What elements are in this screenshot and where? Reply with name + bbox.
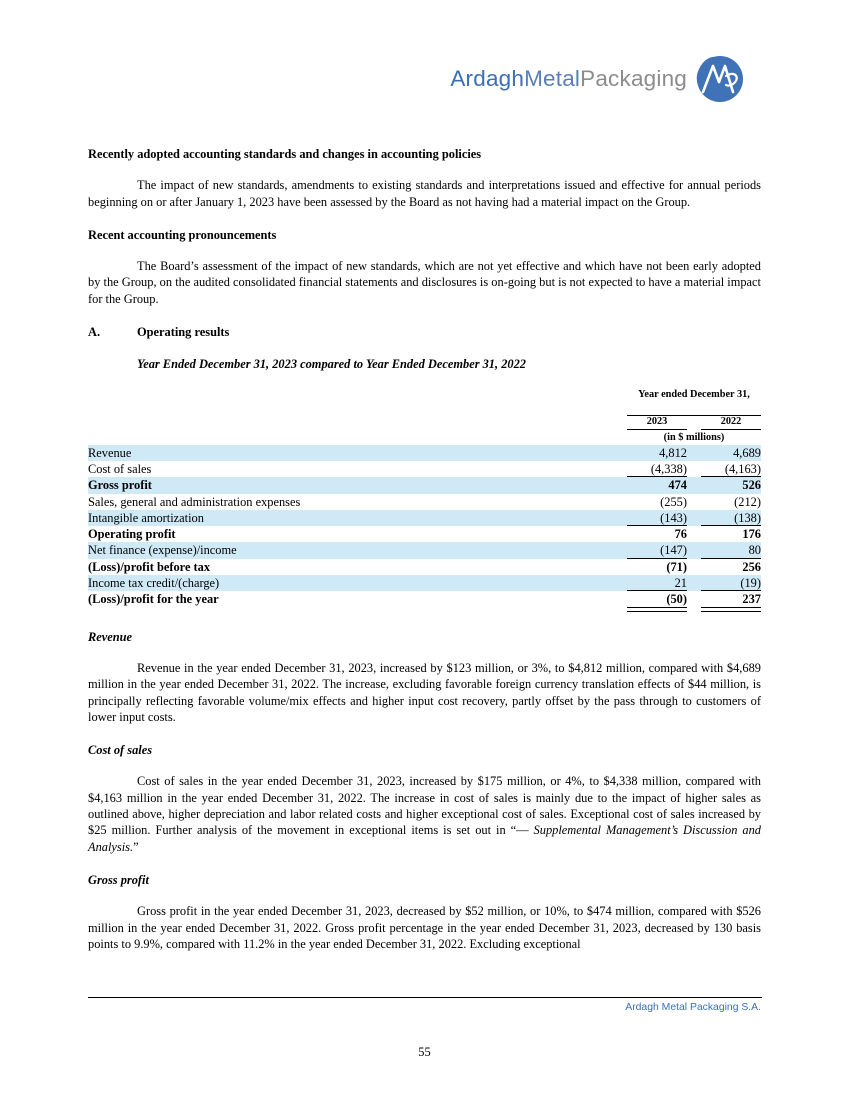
row-label: (Loss)/profit before tax — [88, 559, 211, 574]
value-2022: (212) — [734, 494, 761, 509]
row-label: Operating profit — [88, 527, 176, 542]
row-label: Net finance (expense)/income — [88, 543, 237, 558]
value-2023: (143) — [660, 510, 687, 525]
table-group-header: Year ended December 31, — [638, 388, 750, 400]
column-underline-2022 — [701, 429, 761, 430]
table-row — [88, 445, 761, 461]
total-double-rule — [627, 607, 687, 612]
section-letter: A. — [88, 325, 101, 340]
value-2023: (255) — [660, 494, 687, 509]
row-label: Cost of sales — [88, 461, 152, 476]
value-2022: 526 — [742, 478, 761, 493]
amp-monogram-icon — [693, 54, 745, 104]
value-2022: (19) — [740, 576, 761, 591]
table-row — [88, 494, 761, 510]
table-row — [88, 526, 761, 542]
row-label: Gross profit — [88, 478, 152, 493]
section-heading-pronouncements: Recent accounting pronouncements — [88, 227, 277, 242]
value-2023: 474 — [668, 478, 687, 493]
table-row — [88, 591, 761, 607]
column-header-2022: 2022 — [720, 415, 742, 427]
table-row — [88, 461, 761, 477]
row-label: (Loss)/profit for the year — [88, 592, 219, 607]
value-2023: 21 — [674, 576, 687, 591]
section-heading-accounting-standards: Recently adopted accounting standards and changes in accounting policies — [88, 147, 482, 161]
logo-word-packaging: Packaging — [580, 66, 687, 91]
value-2023: (50) — [666, 592, 687, 607]
table-row — [88, 510, 761, 526]
section-title: Operating results — [137, 325, 230, 340]
total-double-rule — [701, 607, 761, 612]
table-units: (in $ millions) — [663, 431, 725, 443]
paragraph-gross-profit: Gross profit in the year ended December 31, 2023, decreased by $52 million, or 10%, to $474 million, compared with $526 million in the year ended December 31, 2022. Gross profit percentage in the year ended December 31, 2023, decreased by 130 basis points to 9.9%, compared with 11.2% in the year ended December 31, 2022. Excluding exceptional — [88, 904, 761, 951]
cos-text: Cost of sales in the year ended December 31, 2023, increased by $175 million, or 4%, to $4,338 million, compared with $4,163 million in the year ended December 31, 2022. The increase in cost of sales is mainly due to the impact of higher sales as outlined above, higher depreciation and labor related costs and higher exceptional cost of sales. Exceptional cost of sales increased by $25 million. Further analysis of the movement in exceptional items is set out in “— — [88, 774, 761, 838]
table-row — [88, 559, 761, 575]
table-header — [88, 389, 761, 445]
paragraph-accounting-standards: The impact of new standards, amendments to existing standards and interpretations issued and effective for annual periods beginning on or after January 1, 2023 have been assessed by the Board as not having had a material impact on the Group. — [88, 178, 761, 209]
column-underline-2023 — [627, 429, 687, 430]
value-2022: 176 — [742, 527, 761, 542]
row-label: Income tax credit/(charge) — [88, 576, 220, 591]
value-2023: (71) — [666, 559, 687, 574]
page-content — [88, 146, 761, 952]
table-row — [88, 477, 761, 493]
paragraph-revenue: Revenue in the year ended December 31, 2023, increased by $123 million, or 3%, to $4,812 million, compared with $4,689 million in the year ended December 31, 2022. The increase, excluding favorable foreign currency translation effects of $44 million, is principally reflecting favorable volume/mix effects and higher input cost recovery, partly offset by the pass through to customers of lower input costs. — [88, 660, 761, 724]
value-2022: 237 — [742, 592, 761, 607]
value-2022: 80 — [748, 543, 761, 558]
row-label: Intangible amortization — [88, 510, 204, 525]
table-row — [88, 542, 761, 558]
paragraph-pronouncements: The Board’s assessment of the impact of new standards, which are not yet effective and which have not been early adopted by the Group, on the audited consolidated financial statements and disclosures is on-going but is not expected to have a material impact for the Group. — [88, 259, 761, 306]
cos-closing-quote: ” — [133, 839, 139, 854]
value-2022: (138) — [734, 510, 761, 525]
operating-results-table — [88, 389, 761, 608]
section-heading-gross-profit: Gross profit — [88, 872, 149, 887]
row-label: Sales, general and administration expenses — [88, 494, 301, 509]
row-label: Revenue — [88, 445, 132, 460]
logo-word-ardagh: Ardagh — [450, 66, 525, 91]
company-logo — [450, 54, 745, 104]
column-header-2023: 2023 — [646, 415, 668, 427]
section-heading-revenue: Revenue — [88, 629, 133, 644]
value-2022: 256 — [742, 559, 761, 574]
value-2023: (4,338) — [650, 461, 687, 476]
value-2022: (4,163) — [724, 461, 761, 476]
value-2023: 76 — [674, 527, 687, 542]
section-heading-cost-of-sales: Cost of sales — [88, 743, 153, 758]
comparison-subtitle: Year Ended December 31, 2023 compared to Year Ended December 31, 2022 — [137, 357, 526, 372]
footer-rule — [88, 997, 762, 998]
paragraph-cost-of-sales — [88, 773, 761, 854]
section-heading-operating-results — [88, 324, 761, 340]
footer-company-name: Ardagh Metal Packaging S.A. — [625, 1002, 761, 1013]
cos-reference: Supplemental Management’s Discussion and Analysis. — [88, 823, 761, 854]
value-2023: (147) — [660, 543, 687, 558]
value-2023: 4,812 — [659, 445, 687, 460]
logo-word-metal: Metal — [524, 66, 581, 91]
page-number: 55 — [418, 1045, 431, 1059]
value-2022: 4,689 — [733, 445, 761, 460]
table-row — [88, 575, 761, 591]
logo-wordmark — [450, 66, 687, 92]
